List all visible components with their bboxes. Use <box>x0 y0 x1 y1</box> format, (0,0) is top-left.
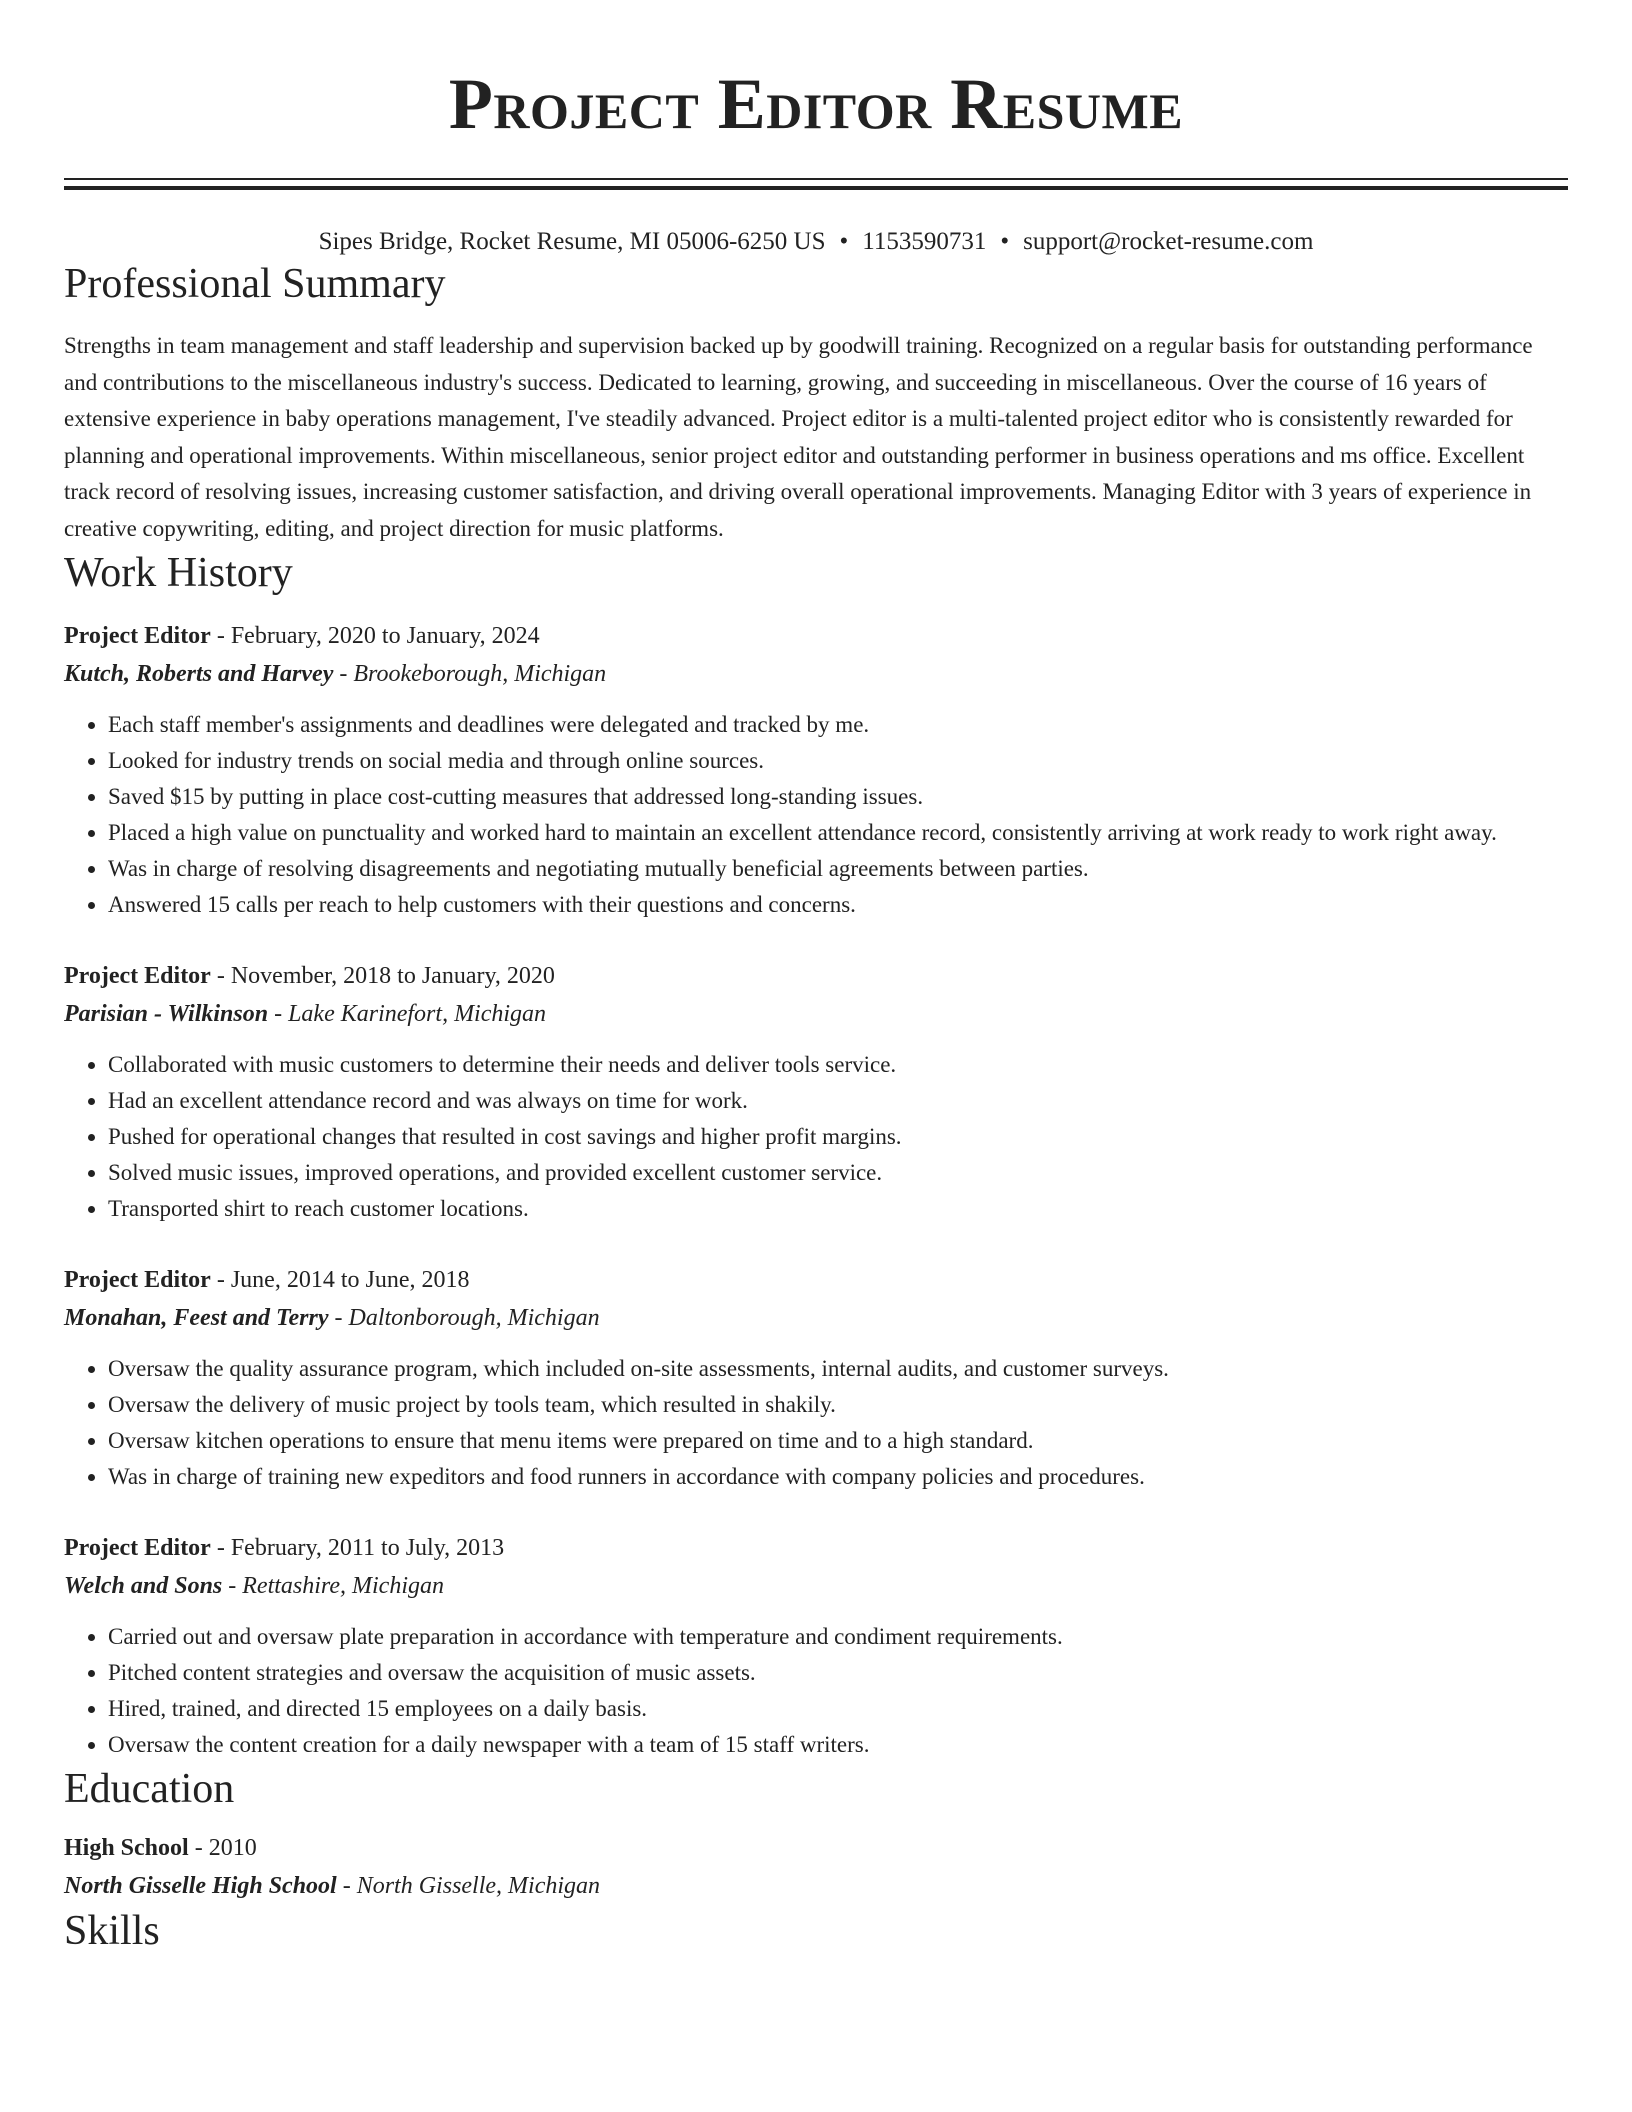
education-header <box>64 1829 1568 1867</box>
list-item: • Had an excellent attendance record and was always on time for work. <box>108 1083 1568 1119</box>
list-item: • Looked for industry trends on social media and through online sources. <box>108 743 1568 779</box>
job-bullets <box>64 1047 1568 1227</box>
skills-heading: Skills <box>64 1908 160 1954</box>
page-title: Project Editor Resume <box>448 64 1184 144</box>
education-location: - North Gisselle, Michigan <box>336 1873 601 1899</box>
education-school-line <box>64 1867 1568 1905</box>
job-company: Welch and Sons <box>64 1573 223 1599</box>
list-item: • Was in charge of training new expeditors and food runners in accordance with company policies and procedures. <box>108 1459 1568 1495</box>
job-location: - Rettashire, Michigan <box>222 1573 444 1599</box>
job-role: Project Editor <box>64 963 211 989</box>
job-dates: - June, 2014 to June, 2018 <box>210 1267 470 1293</box>
education-heading: Education <box>64 1766 235 1812</box>
job-company-line <box>64 1567 1568 1605</box>
education-degree: High School <box>64 1835 189 1861</box>
contact-separator: • <box>839 228 849 255</box>
list-item: • Each staff member's assignments and deadlines were delegated and tracked by me. <box>108 707 1568 743</box>
list-item: • Transported shirt to reach customer locations. <box>108 1191 1568 1227</box>
job-company: Parisian - Wilkinson <box>64 1001 269 1027</box>
job-company-line <box>64 655 1568 693</box>
job-header <box>64 617 1568 655</box>
contact-line <box>64 226 1568 258</box>
list-item: • Carried out and oversaw plate preparation in accordance with temperature and condiment requirements. <box>108 1619 1568 1655</box>
education-entry <box>64 1829 1568 1905</box>
job-role: Project Editor <box>64 623 211 649</box>
job-company-line <box>64 995 1568 1033</box>
job-location: - Daltonborough, Michigan <box>328 1305 600 1331</box>
list-item: • Collaborated with music customers to determine their needs and deliver tools service. <box>108 1047 1568 1083</box>
summary-heading: Professional Summary <box>64 261 446 307</box>
list-item: • Hired, trained, and directed 15 employees on a daily basis. <box>108 1691 1568 1727</box>
title-divider-thin <box>64 178 1568 180</box>
list-item: • Oversaw the quality assurance program, which included on-site assessments, internal audits, and customer surveys. <box>108 1351 1568 1387</box>
contact-phone: 1153590731 <box>862 228 987 255</box>
contact-separator: • <box>1000 228 1010 255</box>
list-item: • Oversaw kitchen operations to ensure that menu items were prepared on time and to a high standard. <box>108 1423 1568 1459</box>
list-item: • Oversaw the delivery of music project by tools team, which resulted in shakily. <box>108 1387 1568 1423</box>
job-bullets <box>64 707 1568 923</box>
education-school: North Gisselle High School <box>64 1873 337 1899</box>
job-dates: - February, 2011 to July, 2013 <box>210 1535 505 1561</box>
job-header <box>64 1529 1568 1567</box>
job-company: Kutch, Roberts and Harvey <box>64 661 334 687</box>
job-dates: - February, 2020 to January, 2024 <box>210 623 540 649</box>
job-bullets <box>64 1351 1568 1495</box>
list-item: • Pitched content strategies and oversaw the acquisition of music assets. <box>108 1655 1568 1691</box>
job-company-line <box>64 1299 1568 1337</box>
contact-email[interactable]: support@rocket-resume.com <box>1023 228 1314 255</box>
job-entry <box>64 1261 1568 1495</box>
list-item: • Solved music issues, improved operations, and provided excellent customer service. <box>108 1155 1568 1191</box>
title-divider-thick <box>64 186 1568 190</box>
work-history-heading: Work History <box>64 550 293 596</box>
list-item: • Pushed for operational changes that resulted in cost savings and higher profit margins. <box>108 1119 1568 1155</box>
job-header <box>64 957 1568 995</box>
list-item: • Was in charge of resolving disagreements and negotiating mutually beneficial agreements between parties. <box>108 851 1568 887</box>
job-dates: - November, 2018 to January, 2020 <box>210 963 555 989</box>
job-header <box>64 1261 1568 1299</box>
job-bullets <box>64 1619 1568 1763</box>
list-item: • Answered 15 calls per reach to help customers with their questions and concerns. <box>108 887 1568 923</box>
contact-address: Sipes Bridge, Rocket Resume, MI 05006-6250 US <box>318 228 826 255</box>
job-role: Project Editor <box>64 1267 211 1293</box>
job-entry <box>64 617 1568 923</box>
resume-page <box>64 0 1568 1957</box>
list-item: • Saved $15 by putting in place cost-cutting measures that addressed long-standing issues. <box>108 779 1568 815</box>
summary-text: Strengths in team management and staff leadership and supervision backed up by goodwill training. Recognized on a regular basis for outstanding performance and contributions to the miscellaneous industry's success. Dedicated to learning, growing, and succeeding in miscellaneous. Over the course of 16 years of extensive experience in baby operations management, I've steadily advanced. Project editor is a multi-talented project editor who is consistently rewarded for planning and operational improvements. Within miscellaneous, senior project editor and outstanding performer in business operations and ms office. Excellent track record of resolving issues, increasing customer satisfaction, and driving overall operational improvements. Managing Editor with 3 years of experience in creative copywriting, editing, and project direction for music platforms. <box>64 333 1533 541</box>
list-item: • Placed a high value on punctuality and worked hard to maintain an excellent attendance record, consistently arriving at work ready to work right away. <box>108 815 1568 851</box>
job-entry <box>64 957 1568 1227</box>
list-item: • Oversaw the content creation for a daily newspaper with a team of 15 staff writers. <box>108 1727 1568 1763</box>
job-entry <box>64 1529 1568 1763</box>
job-location: - Lake Karinefort, Michigan <box>268 1001 547 1027</box>
job-company: Monahan, Feest and Terry <box>64 1305 329 1331</box>
job-role: Project Editor <box>64 1535 211 1561</box>
education-year: - 2010 <box>188 1835 257 1861</box>
job-location: - Brookeborough, Michigan <box>333 661 607 687</box>
